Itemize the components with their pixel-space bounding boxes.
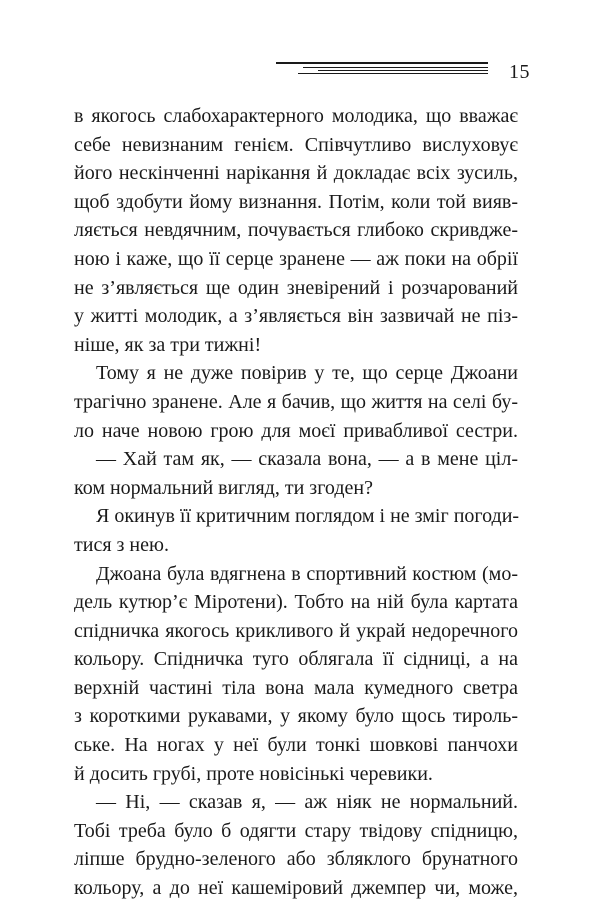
text-line: ніше, як за три тижні! <box>74 333 262 356</box>
text-line: Тобі треба було б одягти стару твідову спідницю, <box>74 819 518 842</box>
text-line: ком нормальний вигляд, ти згоден? <box>74 476 373 499</box>
text-line: дель кутюр’є Міротени). Тобто на ній була картата <box>74 591 518 614</box>
text-line: Я окинув її критичним поглядом і не зміг погоди- <box>96 505 520 528</box>
text-line: й досить грубі, проте новісінькі черевики. <box>74 762 433 785</box>
text-line: кольору. Спідничка туго облягала її сідниці, а на <box>74 648 518 671</box>
text-line: ліпше брудно-зеленого або збляклого брунатного <box>74 848 518 871</box>
text-line: Джоана була вдягнена в спортивний костюм (мо- <box>96 562 518 585</box>
text-line: тися з нею. <box>74 533 169 556</box>
text-line: трагічно зранене. Але я бачив, що життя на селі бу- <box>74 390 518 413</box>
text-line: ляється невдячним, почувається глибоко скривдже- <box>74 219 518 242</box>
text-line: себе невизнаним генієм. Співчутливо вислуховує <box>74 133 518 156</box>
text-line: в якогось слабохарактерного молодика, що вважає <box>74 105 518 127</box>
page-number: 15 <box>509 61 530 83</box>
page-header <box>276 60 530 84</box>
text-line: його нескінченні нарікання й докладає всіх зусиль, <box>74 162 518 185</box>
text-line: у житті молодик, а з’являється він зазвичай не пiз- <box>74 305 518 328</box>
header-decorative-rule <box>276 60 488 76</box>
rule-line-3 <box>318 70 488 71</box>
text-line: Тому я не дуже повірив у те, що серце Джоани <box>96 362 518 385</box>
text-line: ське. На ногах у неї були тонкі шовкові панчохи <box>74 734 518 757</box>
text-line: кольору, а до неї кашеміровий джемпер чи, може, <box>74 877 518 900</box>
text-line: не з’являється ще один зневірений і розчарований <box>74 276 518 299</box>
text-line: верхній частині тіла вона мала кумедного светра <box>74 676 518 699</box>
text-line: — Хай там як, — сказала вона, — а в мене ціл- <box>96 448 518 471</box>
body-text <box>74 102 518 903</box>
rule-line-2 <box>303 67 488 68</box>
text-line: — Ні, — сказав я, — аж ніяк не нормальний. <box>96 791 518 814</box>
text-line: ною і каже, що її серце зранене — аж поки на обрії <box>74 247 518 270</box>
rule-line-1 <box>276 62 488 64</box>
rule-line-4 <box>298 73 488 74</box>
text-line: щоб здобути йому визнання. Потім, коли той вияв- <box>74 190 518 213</box>
text-line: спідничка якогось крикливого й украй недоречного <box>74 619 518 642</box>
text-line: з короткими рукавами, у якому було щось тироль- <box>74 705 518 728</box>
text-line: ло наче новою грою для моєї привабливої сестри. <box>74 419 518 442</box>
